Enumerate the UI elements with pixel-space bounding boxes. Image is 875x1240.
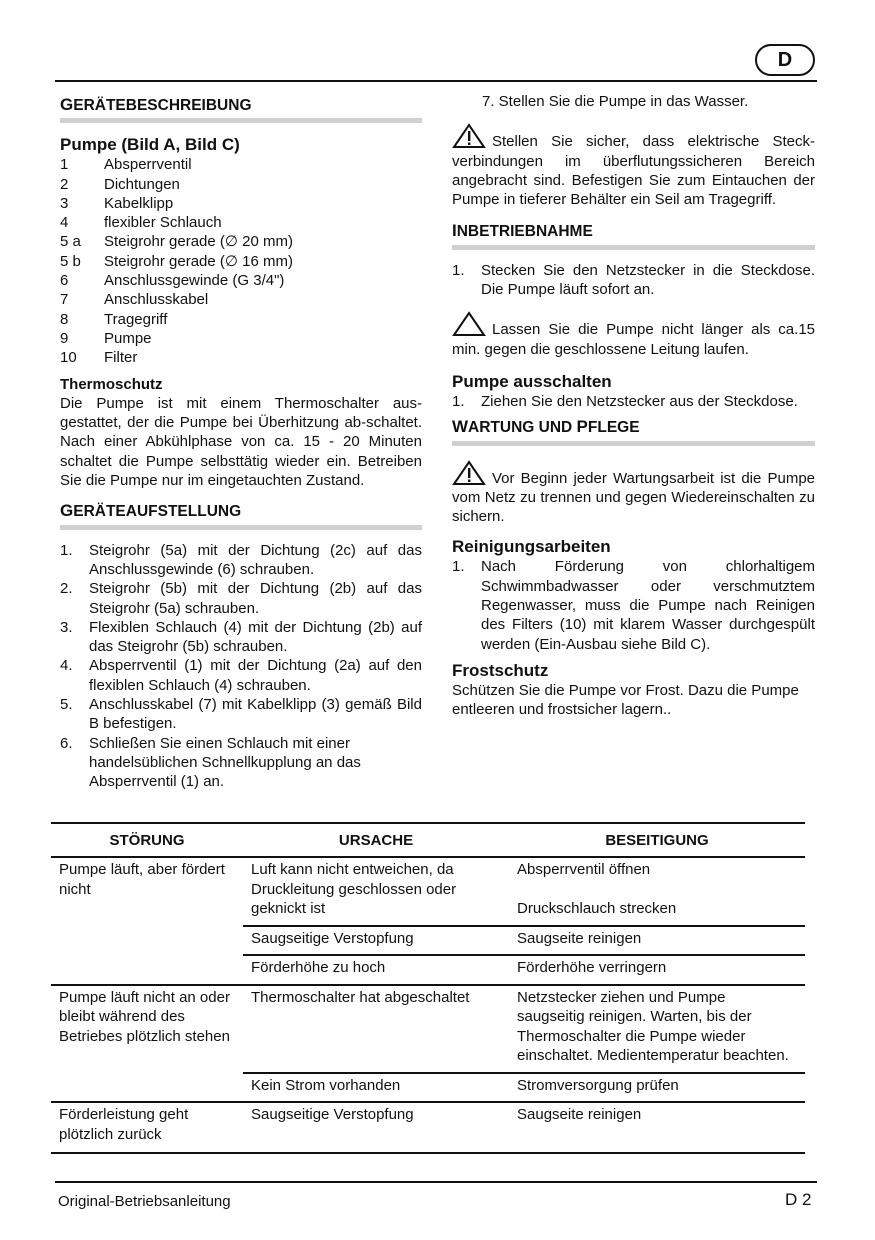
- thermoschutz-text: Die Pumpe ist mit einem Thermoschalter aus-gestattet, der die Pumpe bei Überhitzung ab-schaltet. Nach einer Abkühlphase von ca. 15 - 20 Minuten schaltet die Pumpe selbsttätig wieder ein. Betreiben Sie die Pumpe nur im eingetauchten Zustand.: [60, 394, 422, 490]
- warning-icon: [452, 460, 486, 486]
- start-warning: [452, 311, 815, 359]
- step-text: Ziehen Sie den Netzstecker aus der Steckdose.: [481, 392, 798, 410]
- cleaning-steps-list: [452, 557, 815, 653]
- right-column: [452, 92, 815, 720]
- step-number: 2.: [60, 580, 73, 598]
- step-text: Flexiblen Schlauch (4) mit der Dichtung (2b) auf das Steigrohr (5b) schrauben.: [89, 618, 422, 656]
- top-rule: [55, 80, 817, 82]
- beseitigung-cell: Stromversorgung prüfen: [509, 1073, 805, 1103]
- setup-step-7: 7. Stellen Sie die Pumpe in das Wasser.: [482, 93, 749, 110]
- setup-warning: [452, 123, 815, 209]
- step-number: 5.: [60, 696, 73, 714]
- wartung-warning: [452, 460, 815, 527]
- part-number: 5 a: [60, 233, 81, 251]
- page-number: D 2: [785, 1190, 812, 1209]
- left-column: [60, 92, 422, 792]
- section-title-rest: ARTUNG UND: [468, 419, 577, 437]
- part-number: 5 b: [60, 252, 81, 270]
- off-step: [452, 392, 815, 411]
- parts-list-item: [60, 252, 422, 271]
- part-label: Steigrohr gerade (∅ 20 mm): [104, 233, 293, 251]
- step-number: 1.: [452, 261, 465, 279]
- stoerung-cell: Pumpe läuft nicht an oder bleibt während des Betriebes plötzlich stehen: [51, 985, 243, 1103]
- troubleshooting-table: [51, 822, 805, 1154]
- part-number: 8: [60, 310, 69, 328]
- setup-step: [60, 656, 422, 695]
- part-label: Steigrohr gerade (∅ 16 mm): [104, 252, 293, 270]
- parts-list: [60, 155, 422, 367]
- beseitigung-line: Absperrventil öffnen: [517, 861, 651, 878]
- warning-text: Lassen Sie die Pumpe nicht länger als ca.15 min. gegen die geschlossene Leitung laufen.: [452, 321, 815, 358]
- step-number: 1.: [452, 558, 465, 576]
- section-title-initial: P: [576, 417, 588, 437]
- section-title-initial: G: [60, 95, 74, 114]
- parts-list-item: [60, 155, 422, 174]
- step-text: Stecken Sie den Netzstecker in die Steckdose. Die Pumpe läuft sofort an.: [481, 261, 815, 299]
- parts-list-item: [60, 175, 422, 194]
- part-number: 2: [60, 175, 69, 193]
- step-number: 6.: [60, 734, 73, 752]
- beseitigung-cell: Saugseite reinigen: [509, 1102, 805, 1153]
- parts-list-item: [60, 194, 422, 213]
- step-number: 1.: [452, 392, 465, 410]
- parts-list-item: [60, 271, 422, 290]
- part-label: flexibler Schlauch: [104, 214, 222, 232]
- step-text: Steigrohr (5b) mit der Dichtung (2b) auf das Steigrohr (5a) schrauben.: [89, 580, 422, 617]
- section-wartung: [452, 417, 815, 445]
- off-steps-list: [452, 392, 815, 411]
- header-beseitigung: BESEITIGUNG: [509, 823, 805, 857]
- part-number: 7: [60, 291, 69, 309]
- reinigungsarbeiten-title: Reinigungsarbeiten: [452, 537, 611, 557]
- start-step: [452, 261, 815, 300]
- part-label: Kabelklipp: [104, 194, 174, 212]
- part-label: Filter: [104, 349, 138, 367]
- footer-title: Original-Betriebsanleitung: [58, 1193, 231, 1210]
- setup-step: [60, 541, 422, 580]
- section-title-initial: W: [452, 417, 469, 437]
- parts-list-item: [60, 213, 422, 232]
- cleaning-step: [452, 557, 815, 653]
- parts-list-item: [60, 232, 422, 251]
- warning-text: Stellen Sie sicher, dass elektrische Steck-verbindungen im überflutungssicheren Bereich angebracht sind. Befestigen Sie zum Eintauchen der Pumpe in tieferer Behälter ein Seil am Tragegriff.: [452, 133, 815, 209]
- ursache-cell: Saugseitige Verstopfung: [243, 926, 509, 956]
- part-number: 4: [60, 214, 69, 232]
- language-badge: D: [755, 44, 815, 76]
- pumpe-ausschalten-title: Pumpe ausschalten: [452, 371, 612, 391]
- ursache-cell: Förderhöhe zu hoch: [243, 955, 509, 985]
- section-geraeteaufstellung: [60, 501, 422, 529]
- parts-list-item: [60, 348, 422, 367]
- step-text: Nach Förderung von chlorhaltigem Schwimmbadwasser oder verschmutztem Regenwasser, muss die Pumpe nach Reinigen des Filters (10) mit klarem Wasser durchgespült werden (Ein-Ausbau siehe Bild C).: [481, 558, 815, 653]
- frostschutz-title: Frostschutz: [452, 660, 549, 680]
- stoerung-cell: Förderleistung geht plötzlich zurück: [51, 1102, 243, 1153]
- ursache-cell: Saugseitige Verstopfung: [243, 1102, 509, 1153]
- step-text: Steigrohr (5a) mit der Dichtung (2c) auf das Anschlussgewinde (6) schrauben.: [89, 541, 422, 578]
- part-label: Absperrventil: [104, 156, 192, 174]
- step-text: Schließen Sie einen Schlauch mit einer handelsüblichen Schnellkupplung an das Absperrventil (1) an.: [89, 734, 361, 791]
- ursache-cell: Kein Strom vorhanden: [243, 1073, 509, 1103]
- part-number: 10: [60, 349, 77, 367]
- section-title-rest: FLEGE: [587, 419, 640, 437]
- part-label: Pumpe: [104, 329, 152, 347]
- step-number: 1.: [60, 541, 73, 559]
- table-row: [51, 857, 805, 926]
- warning-icon: [452, 123, 486, 149]
- start-steps-list: [452, 261, 815, 300]
- step-text: Absperrventil (1) mit der Dichtung (2a) auf den flexiblen Schlauch (4) schrauben.: [89, 657, 422, 694]
- section-title-rest: ERÄTEAUFSTELLUNG: [73, 503, 242, 521]
- section-inbetriebnahme: [452, 221, 815, 249]
- beseitigung-cell: Netzstecker ziehen und Pumpe saugseitig reinigen. Warten, bis der Thermoschalter die Pumpe wieder einschaltet. Medientemperatur beachten.: [509, 985, 805, 1073]
- footer-rule: [55, 1181, 817, 1183]
- caution-icon: [452, 311, 486, 337]
- table-row: [51, 1102, 805, 1153]
- pumpe-subtitle: Pumpe (Bild A, Bild C): [60, 135, 240, 155]
- part-label: Anschlussgewinde (G 3/4"): [104, 272, 285, 290]
- section-title-rest: NBETRIEBNAHME: [456, 223, 593, 241]
- parts-list-item: [60, 310, 422, 329]
- step-text: Anschlusskabel (7) mit Kabelklipp (3) gemäß Bild B befestigen.: [89, 696, 422, 733]
- beseitigung-cell: [509, 857, 805, 926]
- part-label: Dichtungen: [104, 175, 180, 193]
- part-number: 1: [60, 156, 69, 174]
- step-number: 4.: [60, 657, 73, 675]
- beseitigung-cell: Förderhöhe verringern: [509, 955, 805, 985]
- ursache-cell: Luft kann nicht entweichen, da Druckleitung geschlossen oder geknickt ist: [243, 857, 509, 926]
- section-title-rest: ERÄTEBESCHREIBUNG: [73, 97, 252, 114]
- part-number: 3: [60, 194, 69, 212]
- parts-list-item: [60, 329, 422, 348]
- header-ursache: URSACHE: [243, 823, 509, 857]
- thermoschutz-title: Thermoschutz: [60, 375, 163, 393]
- stoerung-cell: Pumpe läuft, aber fördert nicht: [51, 857, 243, 985]
- beseitigung-cell: Saugseite reinigen: [509, 926, 805, 956]
- setup-steps-list: [60, 541, 422, 792]
- setup-step: [60, 579, 422, 618]
- warning-text: Vor Beginn jeder Wartungsarbeit ist die Pumpe vom Netz zu trennen und gegen Wiedereinschalten zu sichern.: [452, 469, 815, 526]
- header-stoerung: STÖRUNG: [51, 823, 243, 857]
- parts-list-item: [60, 290, 422, 309]
- part-label: Tragegriff: [104, 310, 168, 328]
- table-row: [51, 985, 805, 1073]
- table-header-row: [51, 823, 805, 857]
- beseitigung-line: Druckschlauch strecken: [517, 900, 677, 917]
- part-number: 9: [60, 329, 69, 347]
- setup-step: [60, 695, 422, 734]
- ursache-cell: Thermoschalter hat abgeschaltet: [243, 985, 509, 1073]
- section-title-initial: G: [60, 501, 74, 521]
- section-geraetebeschreibung: [60, 95, 422, 123]
- section-title-initial: I: [452, 221, 457, 241]
- frostschutz-text: Schützen Sie die Pumpe vor Frost. Dazu die Pumpe entleeren und frostsicher lagern..: [452, 681, 799, 719]
- setup-step: [60, 618, 422, 657]
- part-number: 6: [60, 272, 69, 290]
- setup-step: [60, 734, 422, 792]
- part-label: Anschlusskabel: [104, 291, 209, 309]
- step-number: 3.: [60, 618, 73, 636]
